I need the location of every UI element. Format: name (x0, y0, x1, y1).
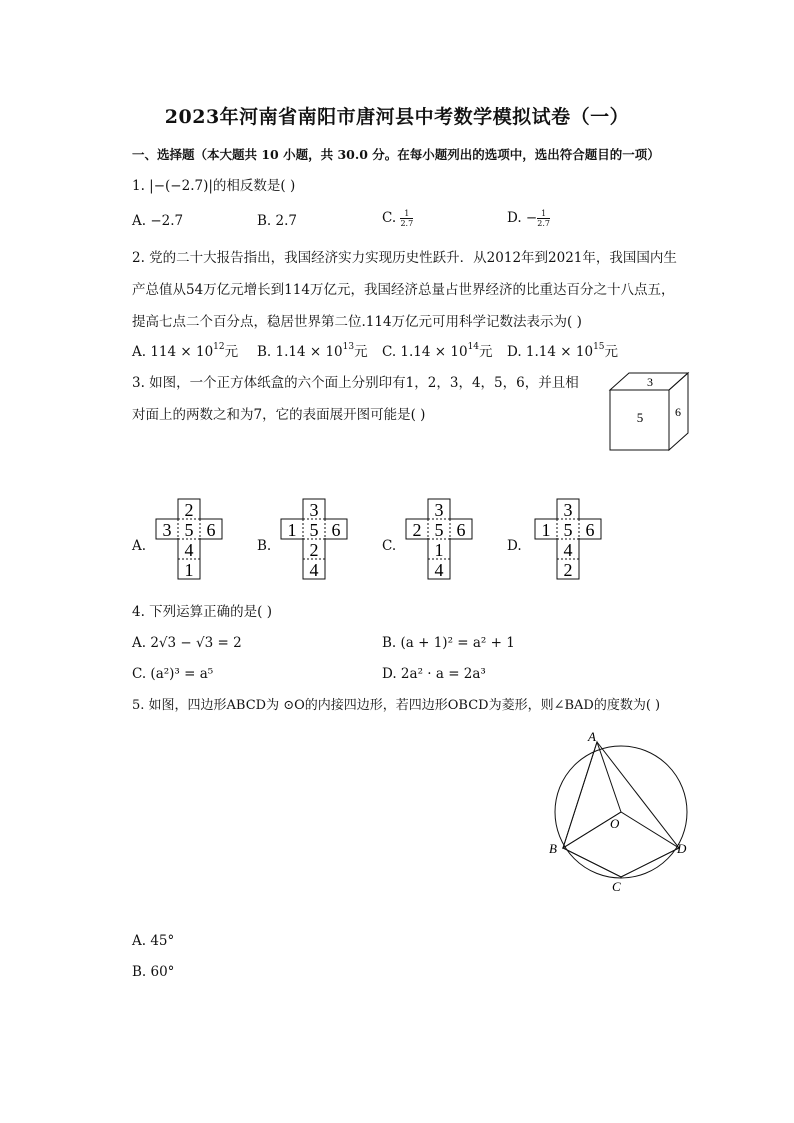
q3-net-d (526, 496, 606, 592)
q1-option-a: A. −2.7 (132, 213, 184, 229)
net-c-right: 6 (456, 520, 466, 540)
q2-b-base: B. 1.14 × 10 (257, 344, 343, 360)
page-title: 2023年河南省南阳市唐河县中考数学模拟试卷（一） (164, 106, 630, 128)
q1-d-denominator: 2.7 (537, 219, 550, 228)
q1-option-b: B. 2.7 (257, 213, 297, 229)
q2-option-d (507, 342, 618, 362)
q1-stem: 1. |−(−2.7)|的相反数是( ) (132, 178, 296, 194)
net-d-below1: 4 (563, 540, 573, 560)
q3-net-b (272, 496, 352, 592)
q3-option-c-label: C. (382, 538, 397, 554)
q5-option-a: A. 45° (132, 933, 175, 949)
q4-option-c: C. (a²)³ = a⁵ (132, 666, 214, 682)
q3-cube-figure (600, 368, 700, 458)
net-b-center: 5 (309, 520, 319, 540)
net-c-top: 3 (434, 500, 444, 520)
q1-option-d-fraction (537, 209, 550, 228)
q5-stem: 5. 如图，四边形ABCD为 ⊙O的内接四边形，若四边形OBCD为菱形，则∠BAD的度数为( ) (132, 698, 661, 713)
q2-b-unit: 元 (354, 344, 368, 360)
q2-line3: 提高七点二个百分点，稳居世界第二位.114万亿元可用科学记数法表示为( ) (132, 314, 582, 330)
q2-c-exp: 14 (467, 342, 480, 352)
q5-option-b: B. 60° (132, 964, 175, 980)
rhombus-obcd (563, 812, 679, 877)
net-a-top: 2 (184, 500, 194, 520)
q3-line1: 3. 如图，一个正方体纸盒的六个面上分别印有1，2，3，4，5，6，并且相 (132, 375, 579, 391)
q2-d-exp: 15 (593, 342, 605, 352)
net-d-below2: 2 (563, 560, 573, 580)
q2-d-unit: 元 (604, 344, 619, 360)
net-d-top: 3 (563, 500, 573, 520)
q2-line2: 产总值从54万亿元增长到114万亿元，我国经济总量占世界经济的比重达百分之十八点五， (132, 282, 675, 298)
q2-option-a (132, 342, 238, 362)
net-b-below1: 2 (309, 540, 319, 560)
q3-option-b-label: B. (257, 538, 272, 554)
net-d-left: 1 (541, 520, 551, 540)
q2-a-exp: 12 (213, 342, 225, 352)
net-c-below2: 4 (434, 560, 444, 580)
q4-option-b: B. (a + 1)² = a² + 1 (382, 635, 515, 651)
section-heading: 一、选择题（本大题共 10 小题，共 30.0 分。在每小题列出的选项中，选出符合题目的一项） (132, 147, 660, 162)
cube-front-label: 5 (636, 410, 644, 425)
q2-option-b (257, 342, 368, 362)
net-b-right: 6 (331, 520, 341, 540)
q1-option-d-label: D. − (507, 210, 538, 226)
net-c-left: 2 (412, 520, 422, 540)
q4-stem: 4. 下列运算正确的是( ) (132, 604, 272, 620)
q2-d-base: D. 1.14 × 10 (507, 344, 594, 360)
net-a-left: 3 (162, 520, 172, 540)
net-b-below2: 4 (309, 560, 319, 580)
q2-line1: 2. 党的二十大报告指出，我国经济实力实现历史性跃升．从2012年到2021年，我国国内生 (132, 250, 677, 266)
q1-c-denominator: 2.7 (400, 219, 414, 228)
q2-option-c (382, 342, 493, 362)
q2-b-exp: 13 (342, 342, 355, 352)
q4-option-a: A. 2√3 − √3 = 2 (132, 635, 242, 651)
q3-line2: 对面上的两数之和为7，它的表面展开图可能是( ) (132, 407, 426, 423)
net-a-below2: 1 (184, 560, 194, 580)
q4-option-d: D. 2a² · a = 2a³ (382, 666, 486, 682)
net-a-right: 6 (206, 520, 216, 540)
q1-option-c-label: C. (382, 210, 401, 226)
point-c-label: C (612, 879, 621, 893)
point-o-label: O (610, 816, 620, 831)
q1-option-c-fraction (400, 209, 413, 228)
q5-circle-figure (546, 728, 706, 893)
q2-c-base: C. 1.14 × 10 (382, 344, 468, 360)
point-b-label: B (549, 841, 557, 856)
q1-option-d (507, 208, 550, 228)
point-a-label: A (588, 729, 596, 744)
q3-option-a-label: A. (132, 538, 147, 554)
point-d-label: D (677, 841, 687, 856)
q1-c-numerator: 1 (400, 209, 413, 219)
q1-d-numerator: 1 (537, 209, 550, 219)
q2-a-base: A. 114 × 10 (132, 344, 214, 360)
q3-option-d-label: D. (507, 538, 522, 554)
q2-a-unit: 元 (224, 344, 239, 360)
cube-right-label: 6 (675, 405, 681, 419)
net-a-below1: 4 (184, 540, 194, 560)
net-b-left: 1 (287, 520, 297, 540)
net-d-center: 5 (563, 520, 573, 540)
q3-net-a (150, 496, 230, 592)
net-c-below1: 1 (434, 540, 444, 560)
q2-c-unit: 元 (479, 344, 493, 360)
net-a-center: 5 (184, 520, 194, 540)
q1-option-c (382, 208, 413, 228)
net-d-right: 6 (585, 520, 595, 540)
net-b-top: 3 (309, 500, 319, 520)
net-c-center: 5 (434, 520, 444, 540)
cube-top-label: 3 (647, 375, 653, 389)
q3-net-c (398, 496, 478, 592)
